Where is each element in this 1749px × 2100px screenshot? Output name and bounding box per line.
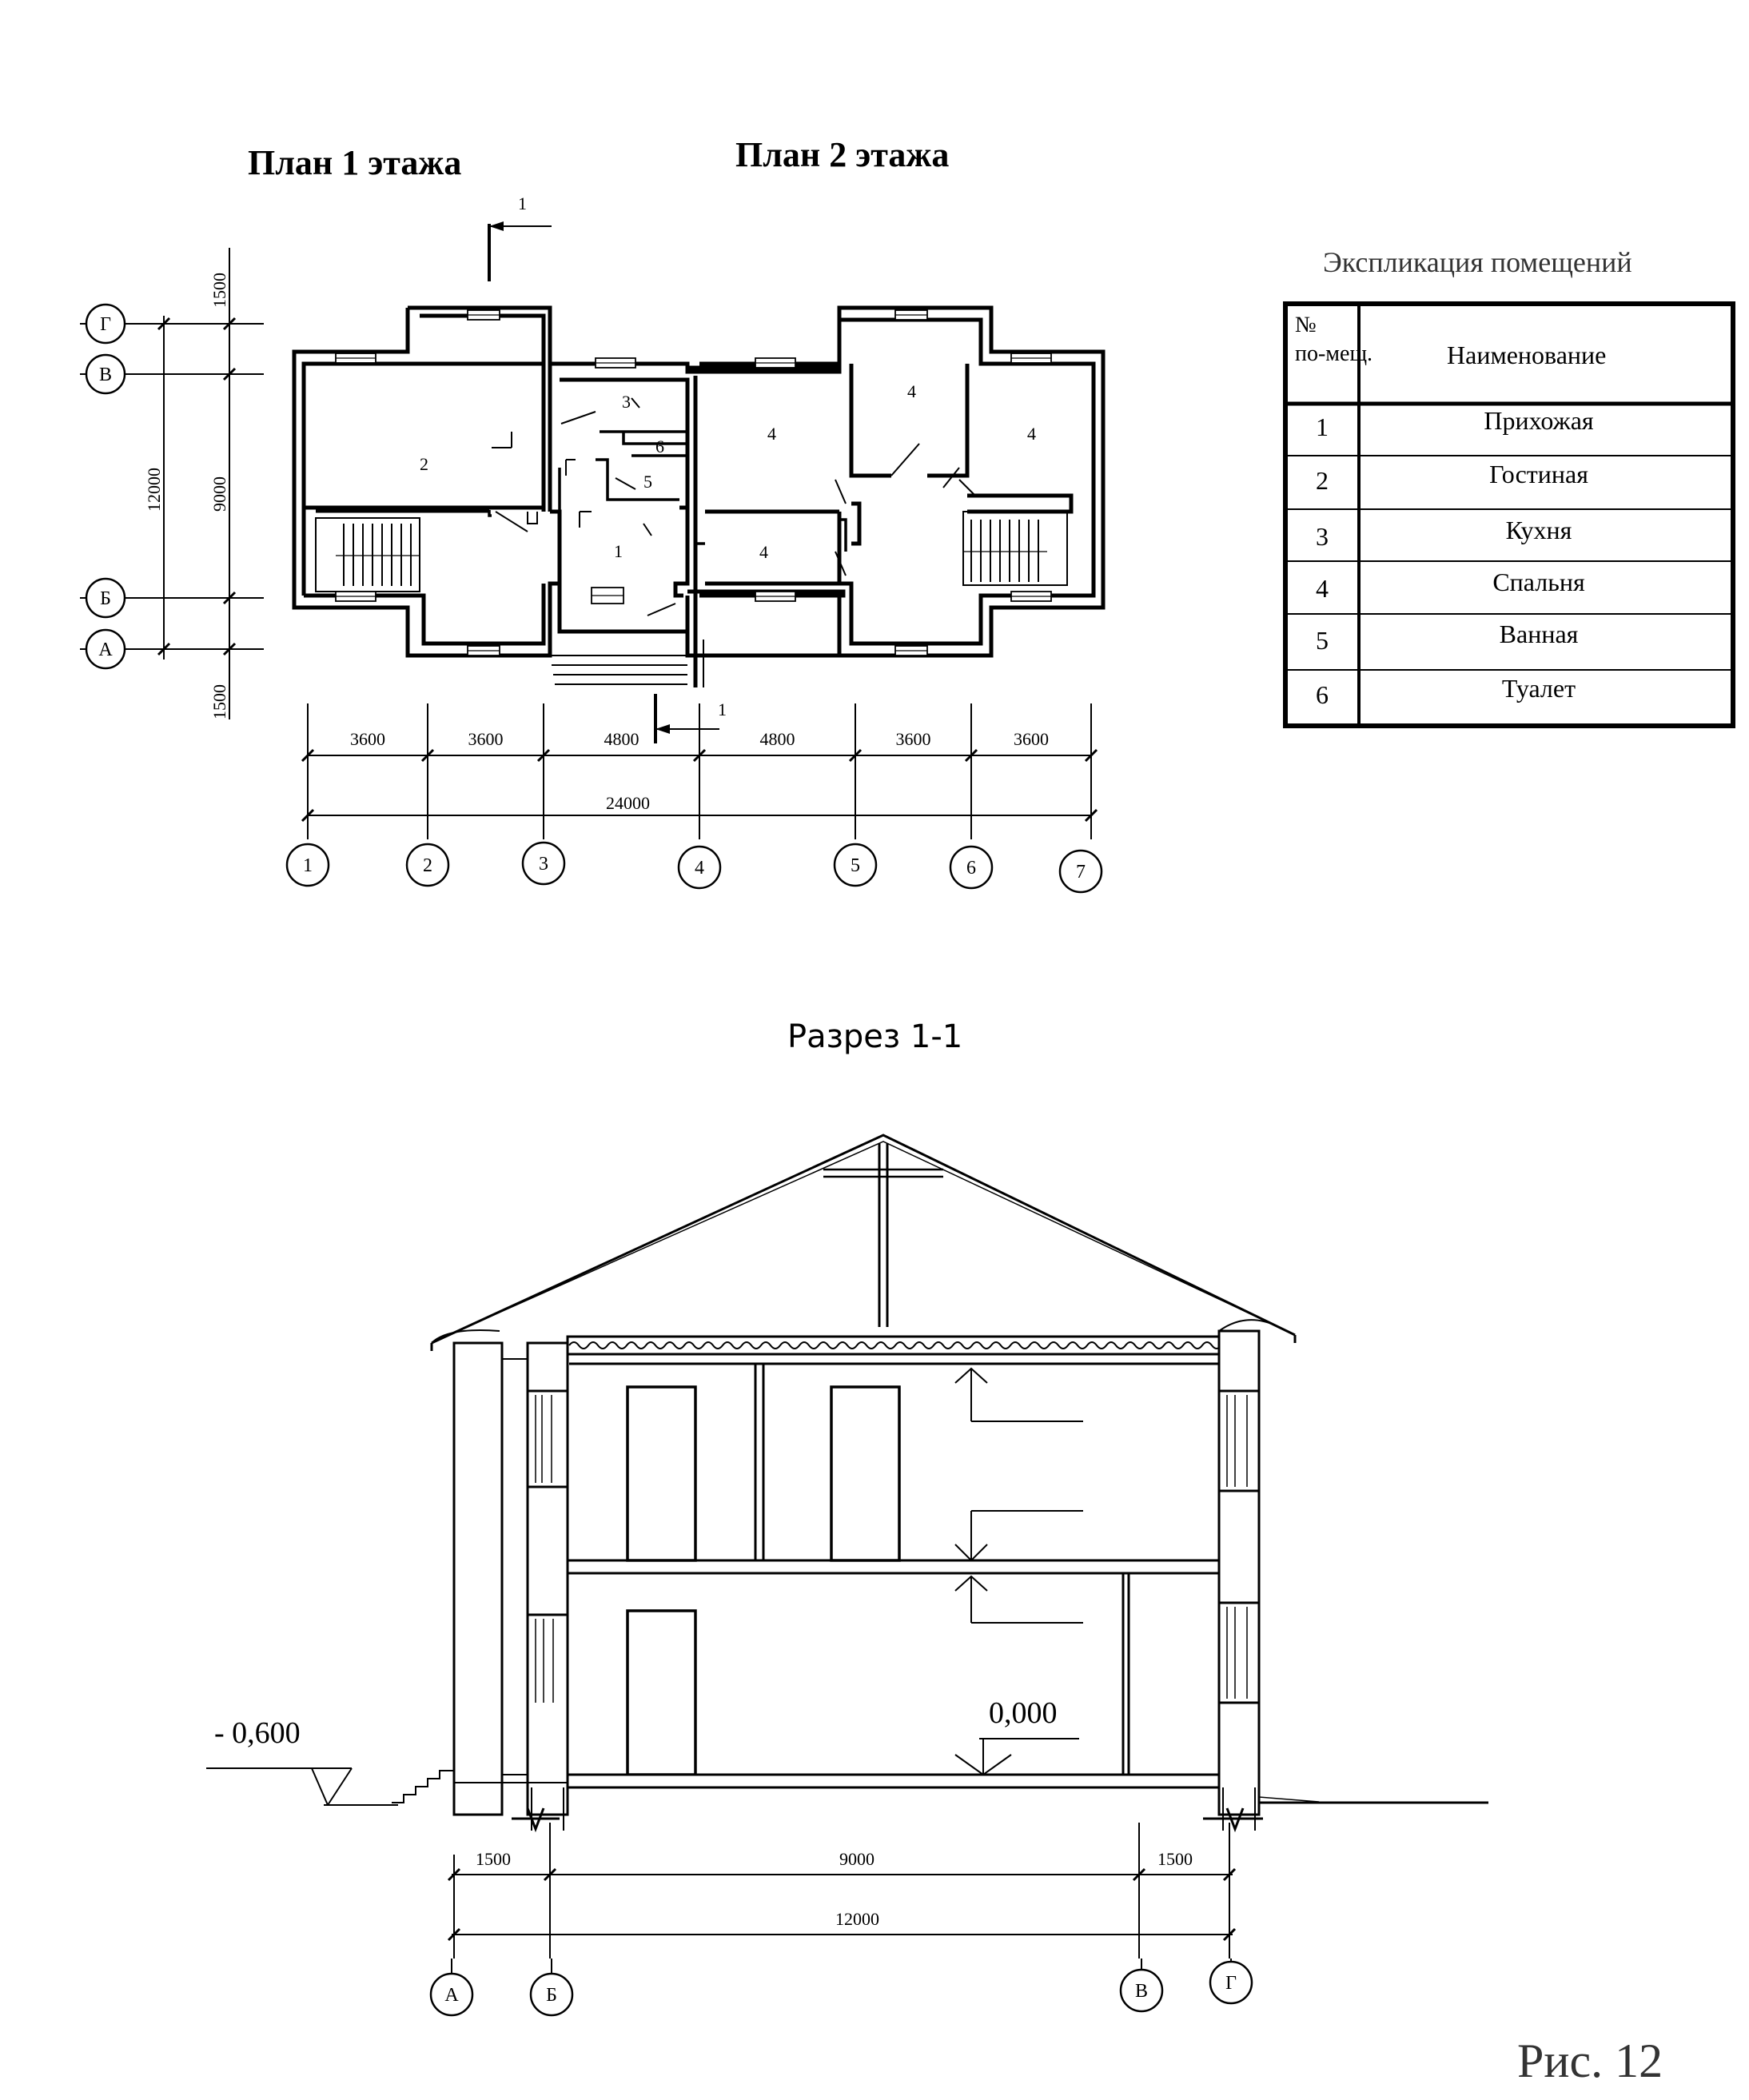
section-mark-bottom-label: 1 — [718, 699, 727, 719]
plan2-title: План 2 этажа — [735, 135, 950, 174]
level-minus-label: - 0,600 — [214, 1716, 301, 1750]
explication-row-number: 3 — [1316, 522, 1329, 551]
door-2nd-floor-left — [627, 1387, 695, 1560]
axis-letter: А — [444, 1985, 459, 2006]
room-label: 5 — [643, 472, 652, 492]
axis-number: 6 — [966, 858, 976, 879]
axis-number: 5 — [851, 855, 860, 876]
plan-letter-axes — [86, 305, 125, 668]
plan-dim-segment: 3600 — [1014, 729, 1049, 749]
floor-plan — [80, 193, 1103, 892]
plan1-title: План 1 этажа — [248, 143, 462, 182]
room-label: 4 — [1027, 424, 1036, 444]
dim-bottom: 1500 — [209, 684, 229, 719]
dim-mid: 9000 — [209, 476, 229, 512]
plan-horizontal-dims — [302, 703, 1097, 839]
plan-dim-segment: 3600 — [468, 729, 504, 749]
section-dim-right: 1500 — [1157, 1849, 1193, 1869]
section-title: Разрез 1-1 — [787, 1018, 963, 1055]
interfloor-slab — [568, 1560, 1219, 1573]
section-mark-top-label: 1 — [518, 193, 527, 213]
dim-total: 12000 — [144, 468, 164, 512]
room-label: 4 — [767, 424, 776, 444]
section-drawing — [206, 1135, 1488, 2015]
axis-number: 4 — [695, 858, 704, 879]
plan-dim-segment: 3600 — [350, 729, 385, 749]
explication-row-name: Кухня — [1505, 516, 1572, 544]
section-dim-left: 1500 — [476, 1849, 511, 1869]
explication-row-name: Гостиная — [1489, 460, 1588, 488]
axis-number: 7 — [1076, 862, 1086, 883]
axis-number: 2 — [423, 855, 432, 876]
axis-letter: В — [98, 365, 113, 385]
explication-row-name: Прихожая — [1484, 406, 1594, 435]
explication-row-number: 2 — [1316, 466, 1329, 495]
explication-row-name: Спальня — [1492, 568, 1585, 596]
axis-letter: Б — [100, 588, 111, 609]
plan-number-axes — [287, 843, 1102, 892]
plan-dim-segment: 4800 — [604, 729, 639, 749]
axis-letter: А — [98, 640, 113, 660]
room-label: 1 — [614, 541, 623, 561]
room-labels — [420, 381, 1036, 562]
level-marker-minus — [206, 1716, 398, 1805]
explication-header-no: № по-мещ. — [1295, 313, 1373, 366]
porch-stairs — [550, 640, 703, 687]
room-label: 3 — [622, 392, 631, 412]
level-leaders-blank — [955, 1369, 1083, 1623]
explication-row-number: 4 — [1316, 574, 1329, 603]
explication-row-number: 1 — [1316, 412, 1329, 441]
axis-number: 1 — [303, 855, 313, 876]
plan-dim-segment: 3600 — [895, 729, 931, 749]
plan-dim-segment: 4800 — [759, 729, 795, 749]
ground-floor-slab — [568, 1775, 1219, 1787]
explication-table — [1285, 246, 1733, 726]
door-1st-floor — [627, 1611, 695, 1775]
dim-total-horizontal: 24000 — [606, 793, 650, 813]
section-mark-top — [489, 193, 552, 281]
figure-label: Рис. 12 — [1517, 2034, 1663, 2087]
section-axes — [431, 1959, 1252, 2015]
explication-row-name: Ванная — [1499, 620, 1579, 648]
level-marker-zero — [955, 1696, 1079, 1775]
room-label: 4 — [907, 381, 916, 401]
axis-letter: Г — [100, 314, 111, 335]
axis-letter: Б — [546, 1985, 557, 2006]
explication-row-name: Туалет — [1501, 674, 1576, 703]
section-dim-total: 12000 — [835, 1909, 879, 1929]
explication-header-name: Наименование — [1447, 341, 1607, 369]
door-2nd-floor-right — [831, 1387, 899, 1560]
level-zero-label: 0,000 — [989, 1696, 1058, 1730]
dim-top: 1500 — [209, 273, 229, 308]
staircase-left — [316, 518, 420, 592]
room-label: 4 — [759, 542, 768, 562]
explication-row-number: 6 — [1316, 680, 1329, 709]
room-label: 2 — [420, 454, 428, 474]
explication-title: Экспликация помещений — [1323, 246, 1632, 278]
room-label: 6 — [655, 436, 664, 456]
section-mark-bottom — [655, 694, 727, 743]
axis-number: 3 — [539, 854, 548, 875]
explication-row-number: 5 — [1316, 626, 1329, 655]
staircase-right — [963, 512, 1067, 585]
axis-letter: В — [1134, 1981, 1149, 2002]
section-dims — [448, 1823, 1235, 1959]
section-dim-mid: 9000 — [839, 1849, 874, 1869]
axis-letter: Г — [1225, 1973, 1237, 1994]
